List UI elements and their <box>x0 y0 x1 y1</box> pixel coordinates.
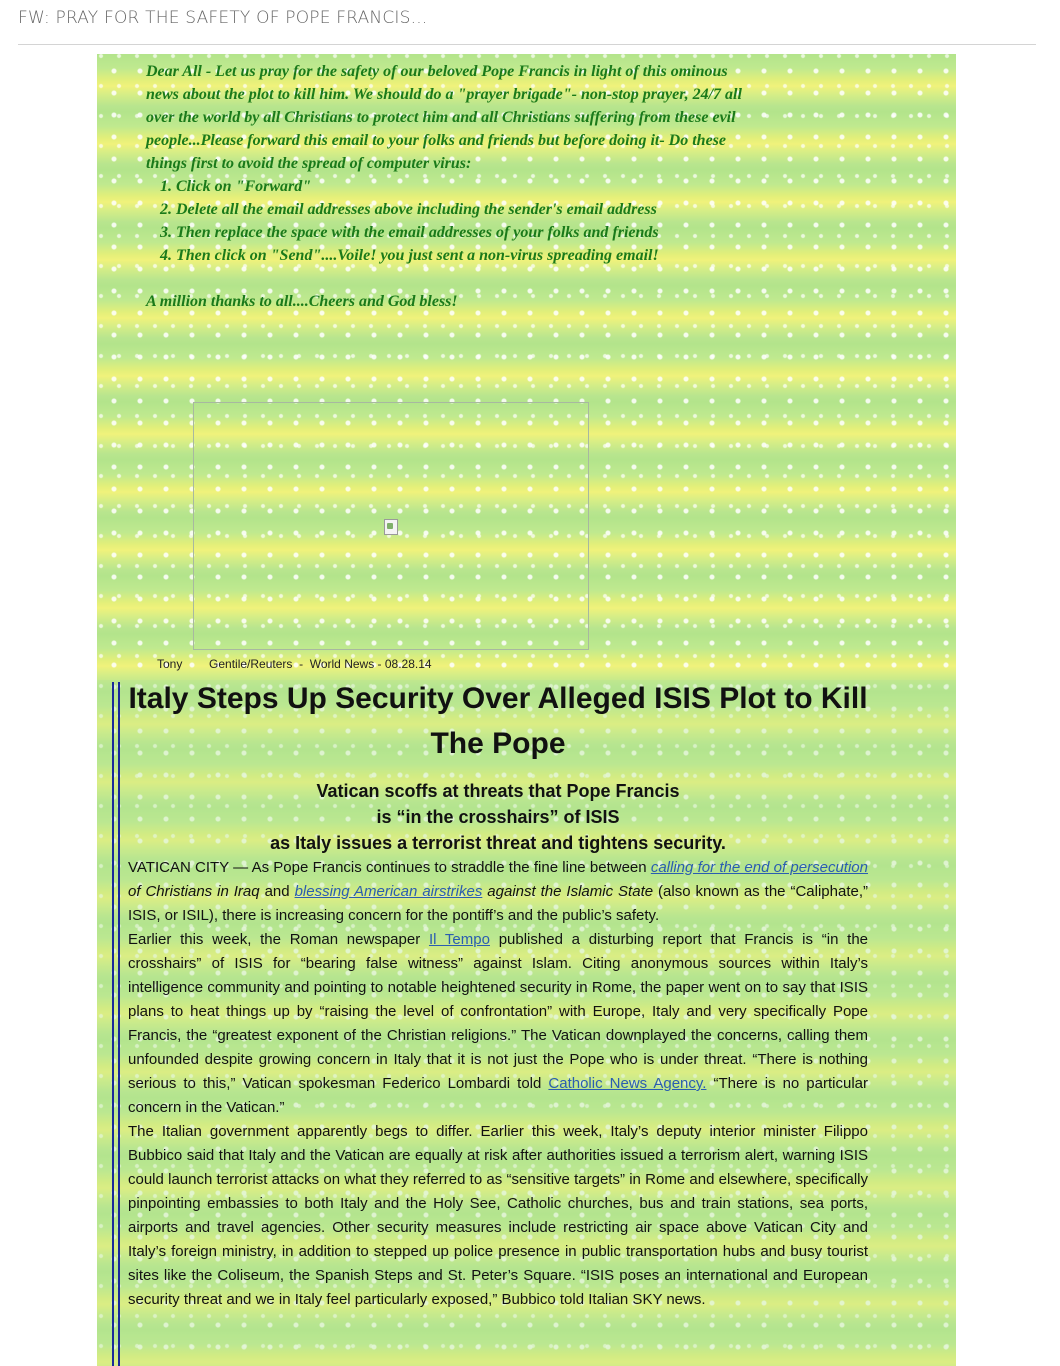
subhead-line: is “in the crosshairs” of ISIS <box>376 807 620 827</box>
instruction-step: 1. Click on "Forward" <box>176 175 746 198</box>
link-end-of-persecution[interactable]: calling for the end of persecution <box>650 859 868 876</box>
p1-text-e: (also known as the “Caliphate,” ISIS, or ISIL), there is increasing concern for the pontiff’s and the public’s safety. <box>128 883 868 924</box>
instruction-list <box>146 175 746 267</box>
link-il-tempo[interactable]: Il Tempo <box>428 931 490 948</box>
p1-text-a: VATICAN CITY — As Pope Francis continues to straddle the fine line between <box>128 859 651 876</box>
instruction-step: 4. Then click on "Send"....Voile! you just sent a non-virus spreading email! <box>176 244 746 267</box>
link-blessing-airstrikes[interactable]: blessing American airstrikes <box>294 883 483 900</box>
p2-text-a: Earlier this week, the Roman newspaper <box>128 931 429 948</box>
quote-bar-inner <box>118 682 120 1366</box>
article-paragraph-3: The Italian government apparently begs to differ. Earlier this week, Italy’s deputy interior minister Filippo Bubbico said that Italy and the Vatican are equally at risk after authorities issued a terrorism alert, warning ISIS could launch terrorist attacks on what they referred to as “sensitive targets” in Rome and elsewhere, specifically pinpointing embassies to both Italy and the Holy See, Catholic churches, bus and train stations, sea ports, airports and travel agencies. Other security measures include restricting air space above Vatican City and Italy’s foreign ministry, in addition to stepped up police presence in public transportation hubs and busy tourist sites like the Coliseum, the Spanish Steps and St. Peter’s Square. “ISIS poses an international and European security threat and we in Italy feel particularly exposed,” Bubbico told Italian SKY news. <box>128 1123 868 1308</box>
broken-image-icon <box>384 519 398 535</box>
article-headline: Italy Steps Up Security Over Alleged ISIS Plot to Kill The Pope <box>128 682 868 760</box>
intro-paragraph: Dear All - Let us pray for the safety of our beloved Pope Francis in light of this ominous news about the plot to kill him. We should do a "prayer brigade"- non-stop prayer, 24/7 all over the world by all Christians to protect him and all Christians suffering from these evil people...Please forward this email to your folks and friends but before doing it- Do these things first to avoid the spread of computer virus: <box>146 63 742 172</box>
subhead-line: as Italy issues a terrorist threat and tightens security. <box>270 833 726 853</box>
instruction-step: 2. Delete all the email addresses above including the sender's email address <box>176 198 746 221</box>
p2-text-b: published a disturbing report that Francis is “in the crosshairs” of ISIS for “bearing false witness” against Islam. Citing anonymous sources within Italy’s intelligence community and pointing to notable heightened security in Rome, the paper went on to say that ISIS plans to heat things up by “raising the level of confrontation” with Europe, Italy and very specifically Pope Francis, the “greatest exponent of the Christian religions.” The Vatican downplayed the concerns, calling them unfounded despite growing concern in Italy that it is not just the Pope who is under threat. “There is nothing serious to this,” Vatican spokesman Federico Lombardi told <box>128 931 869 1092</box>
embedded-image-frame <box>193 402 589 650</box>
quote-bar-outer <box>112 682 114 1366</box>
link-catholic-news-agency[interactable]: Catholic News Agency. <box>548 1075 707 1092</box>
article-paragraph-1 <box>128 856 868 928</box>
forwarded-article <box>128 676 868 1312</box>
closing-thanks: A million thanks to all....Cheers and God bless! <box>146 293 458 310</box>
photo-credit <box>157 657 432 671</box>
article-subhead <box>128 778 868 856</box>
article-paragraph-2 <box>128 928 868 1120</box>
credit-author: Tony <box>157 657 183 671</box>
subhead-line: Vatican scoffs at threats that Pope Francis <box>316 781 680 801</box>
credit-source: Gentile/Reuters - World News - 08.28.14 <box>209 657 432 671</box>
p1-text-b: of Christians in Iraq <box>128 883 260 900</box>
email-subject: FW: PRAY FOR THE SAFETY OF POPE FRANCIS... <box>18 8 428 28</box>
intro-message <box>146 60 746 313</box>
p1-text-c: and <box>259 883 295 900</box>
p2-text-c: “There is no particular concern in the Vatican.” <box>128 1075 869 1116</box>
p1-text-d: against the Islamic State <box>482 883 654 900</box>
instruction-step: 3. Then replace the space with the email addresses of your folks and friends <box>176 221 746 244</box>
subject-divider <box>18 44 1036 45</box>
